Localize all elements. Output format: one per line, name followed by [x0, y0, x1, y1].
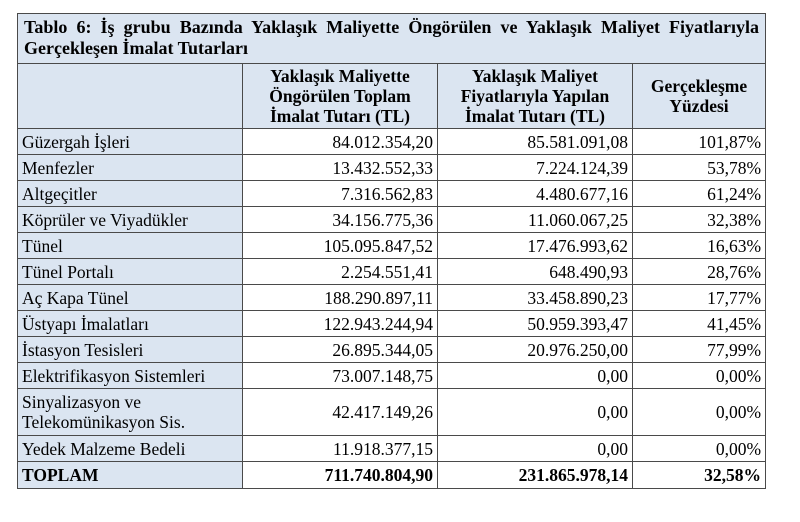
row-label: Sinyalizasyon ve Telekomünikasyon Sis. [18, 389, 243, 436]
realized-amount: 0,00 [438, 389, 633, 436]
row-label: Köprüler ve Viyadükler [18, 207, 243, 233]
realization-percent: 28,76% [633, 259, 766, 285]
row-label: Menfezler [18, 155, 243, 181]
table-row [18, 259, 766, 285]
document-frame [17, 13, 765, 489]
realization-percent: 17,77% [633, 285, 766, 311]
realized-amount: 17.476.993,62 [438, 233, 633, 259]
table-row [18, 311, 766, 337]
planned-amount: 188.290.897,11 [243, 285, 438, 311]
row-label: İstasyon Tesisleri [18, 337, 243, 363]
realized-amount: 0,00 [438, 363, 633, 389]
realized-amount: 648.490,93 [438, 259, 633, 285]
header-empty-cell [18, 64, 243, 129]
row-label: Altgeçitler [18, 181, 243, 207]
table-row [18, 155, 766, 181]
table-row [18, 181, 766, 207]
planned-amount: 2.254.551,41 [243, 259, 438, 285]
header-realization-percent: Gerçekleşme Yüzdesi [633, 64, 766, 129]
table-body [18, 129, 766, 462]
realization-percent: 0,00% [633, 363, 766, 389]
table-row [18, 233, 766, 259]
realized-amount: 20.976.250,00 [438, 337, 633, 363]
realized-amount: 7.224.124,39 [438, 155, 633, 181]
header-row [18, 64, 766, 129]
realization-percent: 0,00% [633, 389, 766, 436]
realization-percent: 77,99% [633, 337, 766, 363]
planned-amount: 42.417.149,26 [243, 389, 438, 436]
row-label: Aç Kapa Tünel [18, 285, 243, 311]
realization-percent: 41,45% [633, 311, 766, 337]
planned-amount: 73.007.148,75 [243, 363, 438, 389]
realized-amount: 0,00 [438, 436, 633, 462]
realized-amount: 4.480.677,16 [438, 181, 633, 207]
row-label: Tünel [18, 233, 243, 259]
total-realization-percent: 32,58% [633, 462, 766, 489]
table-row [18, 207, 766, 233]
realization-percent: 101,87% [633, 129, 766, 155]
planned-amount: 122.943.244,94 [243, 311, 438, 337]
realized-amount: 85.581.091,08 [438, 129, 633, 155]
planned-amount: 7.316.562,83 [243, 181, 438, 207]
table-row [18, 337, 766, 363]
table-row [18, 436, 766, 462]
header-planned-amount: Yaklaşık Maliyette Öngörülen Toplam İmalat Tutarı (TL) [243, 64, 438, 129]
realization-percent: 0,00% [633, 436, 766, 462]
header-realized-amount: Yaklaşık Maliyet Fiyatlarıyla Yapılan İmalat Tutarı (TL) [438, 64, 633, 129]
realization-percent: 32,38% [633, 207, 766, 233]
row-label: Elektrifikasyon Sistemleri [18, 363, 243, 389]
table-row [18, 129, 766, 155]
realization-percent: 61,24% [633, 181, 766, 207]
planned-amount: 26.895.344,05 [243, 337, 438, 363]
planned-amount: 13.432.552,33 [243, 155, 438, 181]
table-row [18, 389, 766, 436]
row-label: Üstyapı İmalatları [18, 311, 243, 337]
table-row [18, 285, 766, 311]
total-planned-amount: 711.740.804,90 [243, 462, 438, 489]
title-row [18, 14, 766, 64]
total-label: TOPLAM [18, 462, 243, 489]
planned-amount: 84.012.354,20 [243, 129, 438, 155]
row-label: Yedek Malzeme Bedeli [18, 436, 243, 462]
total-realized-amount: 231.865.978,14 [438, 462, 633, 489]
cost-table [17, 13, 766, 489]
table-title: Tablo 6: İş grubu Bazında Yaklaşık Maliyette Öngörülen ve Yaklaşık Maliyet Fiyatlarıyla Gerçekleşen İmalat Tutarları [18, 14, 766, 64]
planned-amount: 11.918.377,15 [243, 436, 438, 462]
row-label: Güzergah İşleri [18, 129, 243, 155]
realized-amount: 33.458.890,23 [438, 285, 633, 311]
total-row [18, 462, 766, 489]
table-row [18, 363, 766, 389]
realization-percent: 53,78% [633, 155, 766, 181]
realized-amount: 50.959.393,47 [438, 311, 633, 337]
realization-percent: 16,63% [633, 233, 766, 259]
row-label: Tünel Portalı [18, 259, 243, 285]
planned-amount: 34.156.775,36 [243, 207, 438, 233]
planned-amount: 105.095.847,52 [243, 233, 438, 259]
realized-amount: 11.060.067,25 [438, 207, 633, 233]
